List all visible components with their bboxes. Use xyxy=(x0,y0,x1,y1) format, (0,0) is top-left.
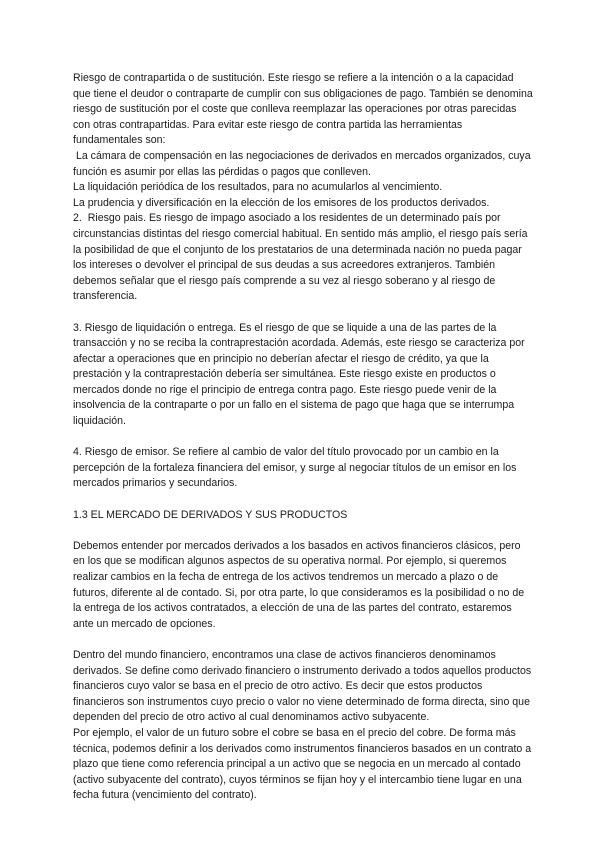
paragraph-derivado-financiero: Dentro del mundo financiero, encontramos una clase de activos financieros denominamos derivados. Se define como derivado financiero o instrumento derivado a todos aquellos productos financieros cuyo valor se basa en el precio de otro activo. Es decir que estos productos financieros son instrumentos cuyo precio o valor no viene determinado de forma directa, sino que dependen del precio de otro activo al cual denominamos activo subyacente. xyxy=(73,648,532,724)
paragraph-mercados-derivados: Debemos entender por mercados derivados a los basados en activos financieros clásicos, pero en los que se modifican algunos aspectos de su operativa normal. Por ejemplo, si queremos realizar cambios en la fecha de entrega de los activos tendremos un mercado a plazo o de futuros, diferente al de contado. Si, por otra parte, lo que consideramos es la posibilidad o no de la entrega de los activos contratados, a elección de una de las partes del contrato, estaremos ante un mercado de opciones. xyxy=(73,539,525,630)
paragraph-liquidacion-periodica: La liquidación periódica de los resultados, para no acumularlos al vencimiento. xyxy=(73,181,443,194)
paragraph-riesgo-emisor: 4. Riesgo de emisor. Se refiere al cambio de valor del título provocado por un cambio en la percepción de la fortaleza financiera del emisor, y surge al negociar títulos de un emisor en los mercados primarios y secundarios. xyxy=(73,446,517,490)
document-page xyxy=(73,71,533,804)
paragraph-riesgo-pais: 2. Riesgo pais. Es riesgo de impago asociado a los residentes de un determinado país por circunstancias distintas del riesgo comercial habitual. En sentido más amplio, el riesgo país sería la posibilidad de que el conjunto de los prestatarios de una determinada nación no pueda pagar los intereses o devolver el principal de sus deudas a sus acreedores extranjeros. También debemos señalar que el riesgo país comprende a su vez al riesgo soberano y al riesgo de transferencia. xyxy=(73,212,531,303)
paragraph-riesgo-contrapartida: Riesgo de contrapartida o de sustitución. Este riesgo se refiere a la intención o a la capacidad que tiene el deudor o contraparte de cumplir con sus obligaciones de pago. También se denomina riesgo de sustitución por el coste que conlleva reemplazar las operaciones por otras parecidas con otras contrapartidas. Para evitar este riesgo de contra partida las herramientas fundamentales son: xyxy=(73,72,533,147)
paragraph-camara-compensacion: La cámara de compensación en las negociaciones de derivados en mercados organizados, cuya función es asumir por ellas las pérdidas o pagos que conlleven. xyxy=(73,149,534,178)
paragraph-prudencia-diversificacion: La prudencia y diversificación en la elección de los emisores de los productos derivados. xyxy=(73,196,490,209)
paragraph-futuro-cobre: Por ejemplo, el valor de un futuro sobre el cobre se basa en el precio del cobre. De forma más técnica, podemos definir a los derivados como instrumentos financieros basados en un contrato a plazo que tiene como referencia principal a un activo que se negocia en un mercado al contado (activo subyacente del contrato), cuyos términos se fijan hoy y el intercambio tiene lugar en una fecha futura (vencimiento del contrato). xyxy=(73,726,532,802)
section-heading: 1.3 EL MERCADO DE DERIVADOS Y SUS PRODUCTOS xyxy=(73,508,348,521)
paragraph-riesgo-liquidacion: 3. Riesgo de liquidación o entrega. Es el riesgo de que se liquide a una de las partes de la transacción y no se reciba la contraprestación acordada. Además, este riesgo se caracteriza por afectar a operaciones que en principio no deberían afectar el riesgo de crédito, ya que la prestación y la contraprestación debería ser simultánea. Este riesgo existe en productos o mercados donde no rige el principio de entrega contra pago. Este riesgo puede venir de la insolvencia de la contraparte o por un fallo en el sistema de pago que haga que se interrumpa liquidación. xyxy=(73,321,525,428)
